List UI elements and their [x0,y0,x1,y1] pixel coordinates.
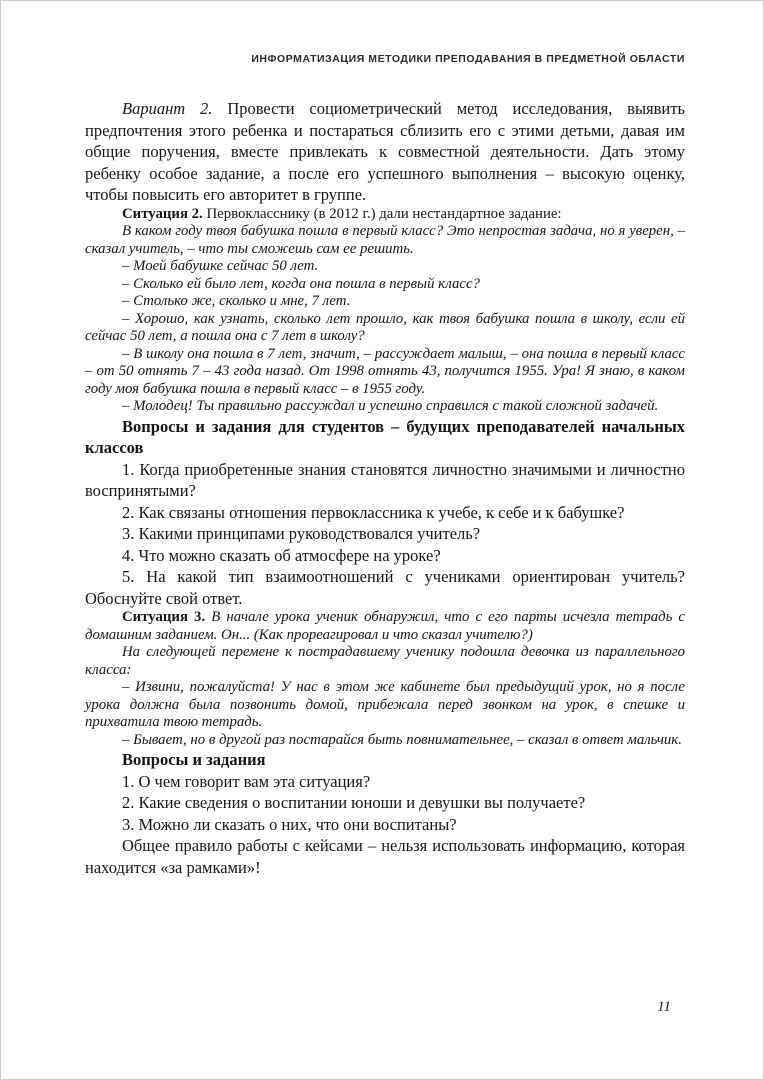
text-run: В каком году твоя бабушка пошла в первый класс? Это непростая задача, но я уверен, – сказал учитель, – что ты сможешь сам ее решить. [85,223,685,257]
paragraph [85,771,685,793]
paragraph [85,523,685,545]
paragraph [85,223,685,258]
text-run: – Сколько ей было лет, когда она пошла в первый класс? [122,275,480,292]
paragraph [85,814,685,836]
paragraph [85,502,685,524]
paragraph [85,206,685,224]
paragraph [85,792,685,814]
text-run: 3. Какими принципами руководствовался учитель? [122,524,481,543]
paragraph [85,732,685,750]
paragraph [85,545,685,567]
text-run: 1. О чем говорит вам эта ситуация? [122,771,371,791]
text-run: Провести социометрический метод исследования, выявить предпочтения этого ребенка и постараться сблизить его с этими детьми, давая им общие поручения, вместе привлекать к совместной деятельности. Дать этому ребенку особое задание, а после его успешного выполнения – высокую оценку, чтобы повысить его авторитет в группе. [85,99,685,204]
text-run: – Молодец! Ты правильно рассуждал и успешно справился с такой сложной задачей. [122,398,659,414]
text-run: 1. Когда приобретенные знания становятся личностно значимыми и личностно воспринятыми? [85,459,685,500]
paragraph [85,566,685,609]
text-run: – Моей бабушке сейчас 50 лет. [122,258,319,274]
paragraph [85,98,685,206]
paragraph [85,258,685,276]
paragraph [85,398,685,416]
running-header: ИНФОРМАТИЗАЦИЯ МЕТОДИКИ ПРЕПОДАВАНИЯ В ПРЕДМЕТНОЙ ОБЛАСТИ [251,53,685,65]
text-run: Общее правило работы с кейсами – нельзя использовать информацию, которая находится «за рамками»! [85,836,685,877]
paragraph [85,609,685,644]
text-run: Вопросы и задания [122,750,266,769]
text-run: Вариант 2. [122,99,213,118]
paragraph [85,835,685,878]
text-run: 2. Как связаны отношения первоклассника к учебе, к себе и к бабушке? [122,502,625,522]
text-run: – Извини, пожалуйста! У нас в этом же кабинете был предыдущий урок, но я после урока должна была позвонить домой, прибежала перед звонком на урок, в спешке и прихватила твою тетрадь. [85,679,685,730]
text-run: В начале урока ученик обнаружил, что с его парты исчезла тетрадь с домашним заданием. Он... (Как прореагировал и что сказал учителю?) [85,609,686,643]
paragraph [85,346,685,399]
text-run: – В школу она пошла в 7 лет, значит, – рассуждает малыш, – она пошла в первый класс – от 50 отнять 7 – 43 года назад. От 1998 отнять 43, получится 1955. Ура! Я знаю, в каком году моя бабушка пошла в первый класс – в 1955 году. [85,345,685,397]
page-text [85,98,685,878]
paragraph [85,311,685,346]
paragraph [85,416,685,459]
text-run: 5. На какой тип взаимоотношений с учениками ориентирован учитель? Обоснуйте свой ответ. [85,567,685,608]
text-run: На следующей перемене к пострадавшему ученику подошла девочка из параллельного класса: [85,644,685,678]
paragraph [85,679,685,732]
text-run: – Бывает, но в другой раз постарайся быть повнимательнее, – сказал в ответ мальчик. [122,731,682,748]
paragraph [85,276,685,294]
paragraph [85,459,685,502]
text-run: 3. Можно ли сказать о них, что они воспитаны? [122,814,457,834]
text-run: 2. Какие сведения о воспитании юноши и девушки вы получаете? [122,793,586,812]
text-run: Первокласснику (в 2012 г.) дали нестандартное задание: [202,205,562,222]
paragraph [85,293,685,311]
text-run: 4. Что можно сказать об атмосфере на уроке? [122,545,441,565]
paragraph [85,644,685,679]
paragraph [85,749,685,771]
text-run: Ситуация 3. [122,609,206,625]
page-number: 11 [657,999,671,1015]
text-run: Ситуация 2. [122,205,203,222]
text-run: – Столько же, сколько и мне, 7 лет. [122,293,351,309]
text-run: – Хорошо, как узнать, сколько лет прошло, как твоя бабушка пошла в школу, если ей сейчас 50 лет, а пошла она с 7 лет в школу? [85,310,685,344]
text-run: Вопросы и задания для студентов – будущих преподавателей начальных классов [85,416,685,457]
